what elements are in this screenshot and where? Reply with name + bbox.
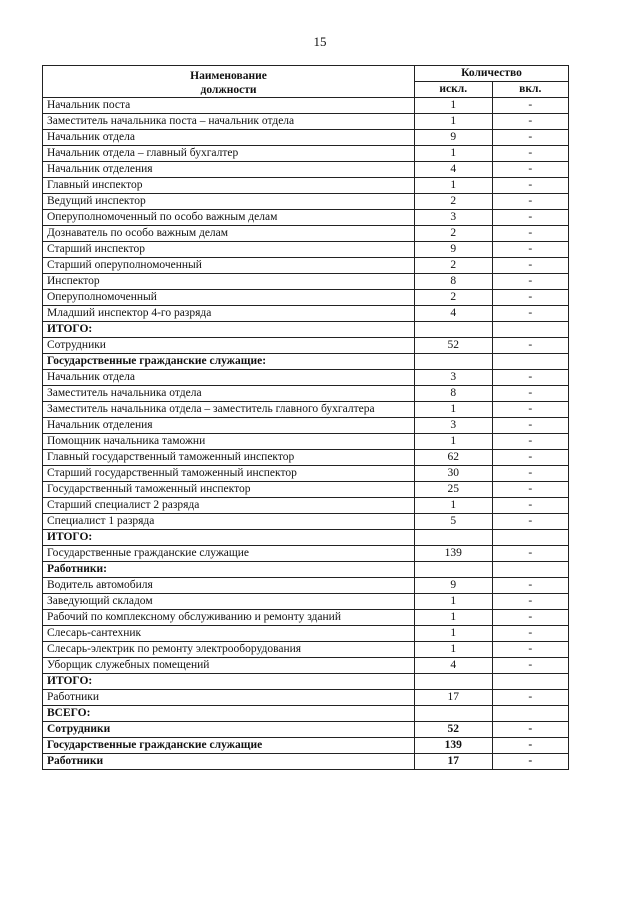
incl-count-cell: 17	[415, 754, 493, 770]
vkl-count-cell: -	[492, 290, 568, 306]
position-name-cell: ИТОГО:	[43, 530, 415, 546]
vkl-count-cell: -	[492, 594, 568, 610]
total-row	[43, 722, 569, 738]
table-row	[43, 626, 569, 642]
incl-count-cell: 3	[415, 418, 493, 434]
table-row	[43, 642, 569, 658]
vkl-count-cell: -	[492, 498, 568, 514]
position-name-cell: Государственные гражданские служащие:	[43, 354, 415, 370]
position-name-cell: Начальник отдела – главный бухгалтер	[43, 146, 415, 162]
incl-count-cell	[415, 322, 493, 338]
position-name-cell: Помощник начальника таможни	[43, 434, 415, 450]
vkl-count-cell: -	[492, 114, 568, 130]
position-name-cell: Заведующий складом	[43, 594, 415, 610]
table-row	[43, 210, 569, 226]
vkl-count-cell: -	[492, 194, 568, 210]
incl-count-cell: 3	[415, 210, 493, 226]
header-name-line1: Наименование	[190, 70, 267, 82]
section-row	[43, 530, 569, 546]
vkl-count-cell: -	[492, 578, 568, 594]
incl-count-cell: 2	[415, 258, 493, 274]
section-row	[43, 322, 569, 338]
table-row	[43, 290, 569, 306]
position-name-cell: Начальник поста	[43, 98, 415, 114]
table-row	[43, 162, 569, 178]
vkl-count-cell: -	[492, 402, 568, 418]
vkl-count-cell: -	[492, 610, 568, 626]
vkl-count-cell: -	[492, 434, 568, 450]
incl-count-cell: 9	[415, 130, 493, 146]
page-number: 15	[313, 34, 327, 49]
table-header-row-1	[43, 66, 569, 82]
incl-count-cell	[415, 706, 493, 722]
table-row	[43, 178, 569, 194]
position-name-cell: Старший оперуполномоченный	[43, 258, 415, 274]
position-name-cell: Государственные гражданские служащие	[43, 546, 415, 562]
table-row	[43, 434, 569, 450]
table-row	[43, 114, 569, 130]
position-name-cell: Старший инспектор	[43, 242, 415, 258]
incl-count-cell: 3	[415, 370, 493, 386]
vkl-count-cell: -	[492, 242, 568, 258]
position-name-cell: Государственные гражданские служащие	[43, 738, 415, 754]
incl-count-cell: 1	[415, 178, 493, 194]
incl-count-cell: 1	[415, 146, 493, 162]
table-row	[43, 546, 569, 562]
incl-count-cell: 25	[415, 482, 493, 498]
incl-count-cell: 30	[415, 466, 493, 482]
vkl-count-cell	[492, 562, 568, 578]
incl-count-cell: 1	[415, 114, 493, 130]
vkl-count-cell: -	[492, 306, 568, 322]
incl-count-cell: 8	[415, 386, 493, 402]
incl-count-cell: 17	[415, 690, 493, 706]
vkl-count-cell: -	[492, 226, 568, 242]
position-name-cell: ИТОГО:	[43, 322, 415, 338]
header-quantity: Количество	[415, 66, 569, 82]
position-name-cell: Заместитель начальника поста – начальник отдела	[43, 114, 415, 130]
table-row	[43, 450, 569, 466]
table-row	[43, 514, 569, 530]
table-body	[43, 98, 569, 770]
vkl-count-cell: -	[492, 514, 568, 530]
vkl-count-cell: -	[492, 738, 568, 754]
table-row	[43, 98, 569, 114]
position-name-cell: Оперуполномоченный	[43, 290, 415, 306]
table-row	[43, 194, 569, 210]
vkl-count-cell: -	[492, 546, 568, 562]
vkl-count-cell: -	[492, 754, 568, 770]
incl-count-cell: 4	[415, 162, 493, 178]
position-name-cell: ИТОГО:	[43, 674, 415, 690]
incl-count-cell: 4	[415, 306, 493, 322]
table-row	[43, 402, 569, 418]
table-row	[43, 338, 569, 354]
vkl-count-cell: -	[492, 146, 568, 162]
incl-count-cell: 1	[415, 626, 493, 642]
position-name-cell: Старший государственный таможенный инспектор	[43, 466, 415, 482]
vkl-count-cell	[492, 322, 568, 338]
table-row	[43, 386, 569, 402]
position-name-cell: Начальник отдела	[43, 130, 415, 146]
table-row	[43, 466, 569, 482]
incl-count-cell: 1	[415, 610, 493, 626]
position-name-cell: Дознаватель по особо важным делам	[43, 226, 415, 242]
table-row	[43, 578, 569, 594]
table-row	[43, 690, 569, 706]
table-row	[43, 594, 569, 610]
position-name-cell: Государственный таможенный инспектор	[43, 482, 415, 498]
vkl-count-cell: -	[492, 642, 568, 658]
vkl-count-cell: -	[492, 418, 568, 434]
vkl-count-cell: -	[492, 690, 568, 706]
vkl-count-cell	[492, 674, 568, 690]
vkl-count-cell: -	[492, 722, 568, 738]
vkl-count-cell: -	[492, 450, 568, 466]
header-position-name	[43, 66, 415, 98]
incl-count-cell: 139	[415, 546, 493, 562]
position-name-cell: Работники	[43, 690, 415, 706]
position-name-cell: Специалист 1 разряда	[43, 514, 415, 530]
table-row	[43, 242, 569, 258]
incl-count-cell: 1	[415, 402, 493, 418]
incl-count-cell: 5	[415, 514, 493, 530]
incl-count-cell: 9	[415, 578, 493, 594]
section-row	[43, 562, 569, 578]
incl-count-cell	[415, 354, 493, 370]
header-vkl: вкл.	[492, 82, 568, 98]
table-row	[43, 274, 569, 290]
position-name-cell: Сотрудники	[43, 338, 415, 354]
incl-count-cell	[415, 562, 493, 578]
incl-count-cell: 1	[415, 594, 493, 610]
incl-count-cell: 2	[415, 290, 493, 306]
section-row	[43, 354, 569, 370]
vkl-count-cell: -	[492, 162, 568, 178]
header-incl: искл.	[415, 82, 493, 98]
table-row	[43, 610, 569, 626]
vkl-count-cell: -	[492, 482, 568, 498]
position-name-cell: Начальник отделения	[43, 162, 415, 178]
vkl-count-cell: -	[492, 658, 568, 674]
section-row	[43, 674, 569, 690]
incl-count-cell: 62	[415, 450, 493, 466]
table-row	[43, 226, 569, 242]
position-name-cell: Работники	[43, 754, 415, 770]
vkl-count-cell: -	[492, 274, 568, 290]
position-name-cell: Инспектор	[43, 274, 415, 290]
incl-count-cell: 2	[415, 194, 493, 210]
position-name-cell: Заместитель начальника отдела – заместитель главного бухгалтера	[43, 402, 415, 418]
staff-table	[42, 65, 569, 770]
total-row	[43, 754, 569, 770]
position-name-cell: Главный государственный таможенный инспектор	[43, 450, 415, 466]
incl-count-cell: 1	[415, 498, 493, 514]
vkl-count-cell: -	[492, 626, 568, 642]
table-row	[43, 370, 569, 386]
total-row	[43, 738, 569, 754]
table-row	[43, 658, 569, 674]
position-name-cell: Оперуполномоченный по особо важным делам	[43, 210, 415, 226]
table-row	[43, 146, 569, 162]
table-row	[43, 130, 569, 146]
vkl-count-cell: -	[492, 370, 568, 386]
table-row	[43, 258, 569, 274]
vkl-count-cell: -	[492, 338, 568, 354]
position-name-cell: Старший специалист 2 разряда	[43, 498, 415, 514]
position-name-cell: Уборщик служебных помещений	[43, 658, 415, 674]
table-row	[43, 482, 569, 498]
table-row	[43, 498, 569, 514]
vkl-count-cell: -	[492, 258, 568, 274]
header-name-line2: должности	[200, 84, 257, 96]
incl-count-cell: 52	[415, 338, 493, 354]
incl-count-cell: 1	[415, 98, 493, 114]
incl-count-cell: 1	[415, 642, 493, 658]
position-name-cell: ВСЕГО:	[43, 706, 415, 722]
incl-count-cell: 2	[415, 226, 493, 242]
position-name-cell: Начальник отдела	[43, 370, 415, 386]
position-name-cell: Слесарь-сантехник	[43, 626, 415, 642]
incl-count-cell: 9	[415, 242, 493, 258]
incl-count-cell: 52	[415, 722, 493, 738]
position-name-cell: Слесарь-электрик по ремонту электрооборудования	[43, 642, 415, 658]
vkl-count-cell: -	[492, 466, 568, 482]
position-name-cell: Водитель автомобиля	[43, 578, 415, 594]
vkl-count-cell: -	[492, 178, 568, 194]
vkl-count-cell	[492, 706, 568, 722]
position-name-cell: Работники:	[43, 562, 415, 578]
vkl-count-cell	[492, 354, 568, 370]
vkl-count-cell	[492, 530, 568, 546]
position-name-cell: Заместитель начальника отдела	[43, 386, 415, 402]
vkl-count-cell: -	[492, 98, 568, 114]
position-name-cell: Сотрудники	[43, 722, 415, 738]
position-name-cell: Младший инспектор 4-го разряда	[43, 306, 415, 322]
table-row	[43, 418, 569, 434]
position-name-cell: Главный инспектор	[43, 178, 415, 194]
incl-count-cell: 1	[415, 434, 493, 450]
incl-count-cell	[415, 530, 493, 546]
vkl-count-cell: -	[492, 386, 568, 402]
vkl-count-cell: -	[492, 210, 568, 226]
position-name-cell: Ведущий инспектор	[43, 194, 415, 210]
incl-count-cell: 8	[415, 274, 493, 290]
vkl-count-cell: -	[492, 130, 568, 146]
position-name-cell: Рабочий по комплексному обслуживанию и ремонту зданий	[43, 610, 415, 626]
section-row	[43, 706, 569, 722]
position-name-cell: Начальник отделения	[43, 418, 415, 434]
table-row	[43, 306, 569, 322]
incl-count-cell: 4	[415, 658, 493, 674]
incl-count-cell: 139	[415, 738, 493, 754]
incl-count-cell	[415, 674, 493, 690]
